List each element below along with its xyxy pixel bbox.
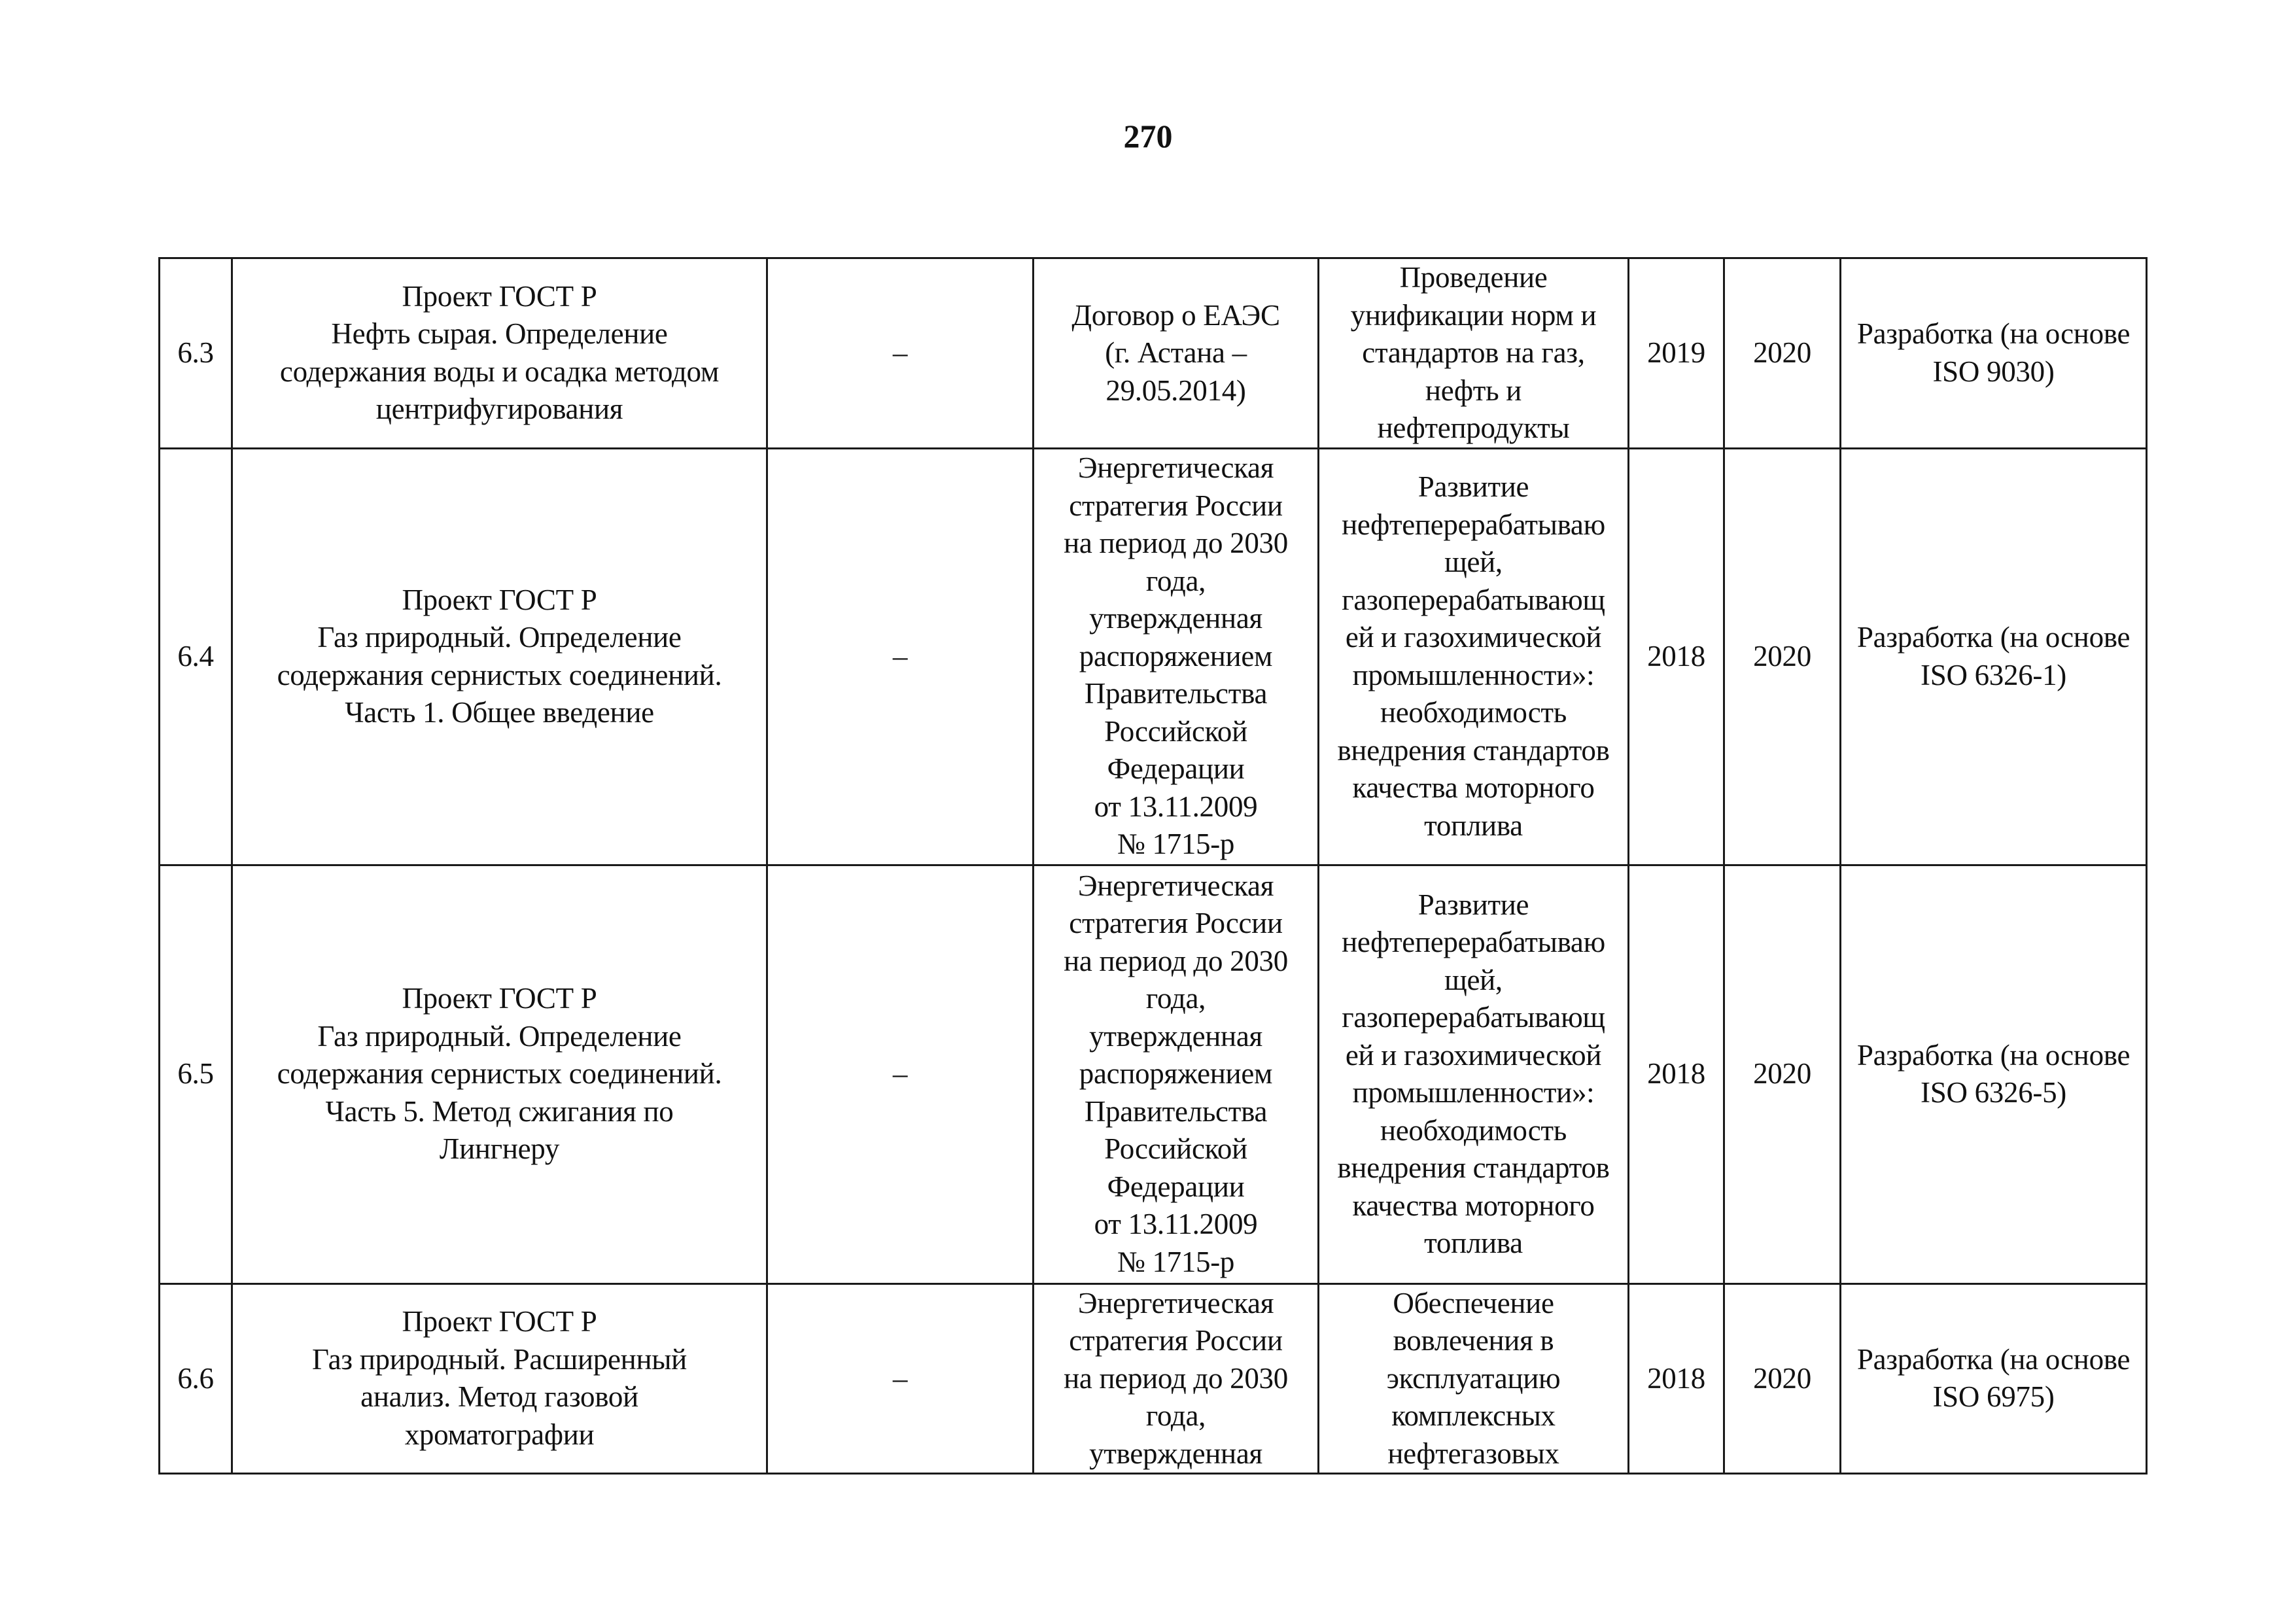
start-year: 2018 (1629, 865, 1724, 1283)
goal-text: Развитие нефтеперерабатываю щей, газоперерабатывающ ей и газохимической промышленности»: необходимость внедрения стандартов качества моторного топлива (1319, 448, 1629, 865)
page-number: 270 (1123, 118, 1173, 154)
dash-cell: – (767, 448, 1034, 865)
row-number: 6.3 (160, 258, 232, 449)
standards-table (158, 257, 2148, 1475)
dash-cell: – (767, 865, 1034, 1283)
table-row (160, 865, 2147, 1283)
basis-document: Энергетическая стратегия России на период до 2030 года, утвержденная распоряжением Правительства Российской Федерации от 13.11.2009 № 1715-р (1034, 865, 1319, 1283)
development-note: Разработка (на основе ISO 9030) (1841, 258, 2147, 449)
goal-text: Обеспечение вовлечения в эксплуатацию комплексных нефтегазовых (1319, 1283, 1629, 1474)
basis-document: Энергетическая стратегия России на период до 2030 года, утвержденная распоряжением Правительства Российской Федерации от 13.11.2009 № 1715-р (1034, 448, 1319, 865)
development-note: Разработка (на основе ISO 6975) (1841, 1283, 2147, 1474)
end-year: 2020 (1724, 1283, 1841, 1474)
end-year: 2020 (1724, 448, 1841, 865)
start-year: 2019 (1629, 258, 1724, 449)
development-note: Разработка (на основе ISO 6326-1) (1841, 448, 2147, 865)
basis-document: Энергетическая стратегия России на период до 2030 года, утвержденная (1034, 1283, 1319, 1474)
row-number: 6.5 (160, 865, 232, 1283)
document-title: Проект ГОСТ Р Нефть сырая. Определение содержания воды и осадка методом центрифугирования (232, 258, 767, 449)
development-note: Разработка (на основе ISO 6326-5) (1841, 865, 2147, 1283)
start-year: 2018 (1629, 448, 1724, 865)
goal-text: Развитие нефтеперерабатываю щей, газоперерабатывающ ей и газохимической промышленности»: необходимость внедрения стандартов качества моторного топлива (1319, 865, 1629, 1283)
row-number: 6.6 (160, 1283, 232, 1474)
table-row (160, 1283, 2147, 1474)
document-title: Проект ГОСТ Р Газ природный. Определение содержания сернистых соединений. Часть 1. Общее введение (232, 448, 767, 865)
goal-text: Проведение унификации норм и стандартов на газ, нефть и нефтепродукты (1319, 258, 1629, 449)
dash-cell: – (767, 258, 1034, 449)
table-row (160, 448, 2147, 865)
row-number: 6.4 (160, 448, 232, 865)
start-year: 2018 (1629, 1283, 1724, 1474)
end-year: 2020 (1724, 865, 1841, 1283)
end-year: 2020 (1724, 258, 1841, 449)
basis-document: Договор о ЕАЭС (г. Астана – 29.05.2014) (1034, 258, 1319, 449)
document-title: Проект ГОСТ Р Газ природный. Расширенный анализ. Метод газовой хроматографии (232, 1283, 767, 1474)
document-title: Проект ГОСТ Р Газ природный. Определение содержания сернистых соединений. Часть 5. Метод сжигания по Лингнеру (232, 865, 767, 1283)
dash-cell: – (767, 1283, 1034, 1474)
table-row (160, 258, 2147, 449)
